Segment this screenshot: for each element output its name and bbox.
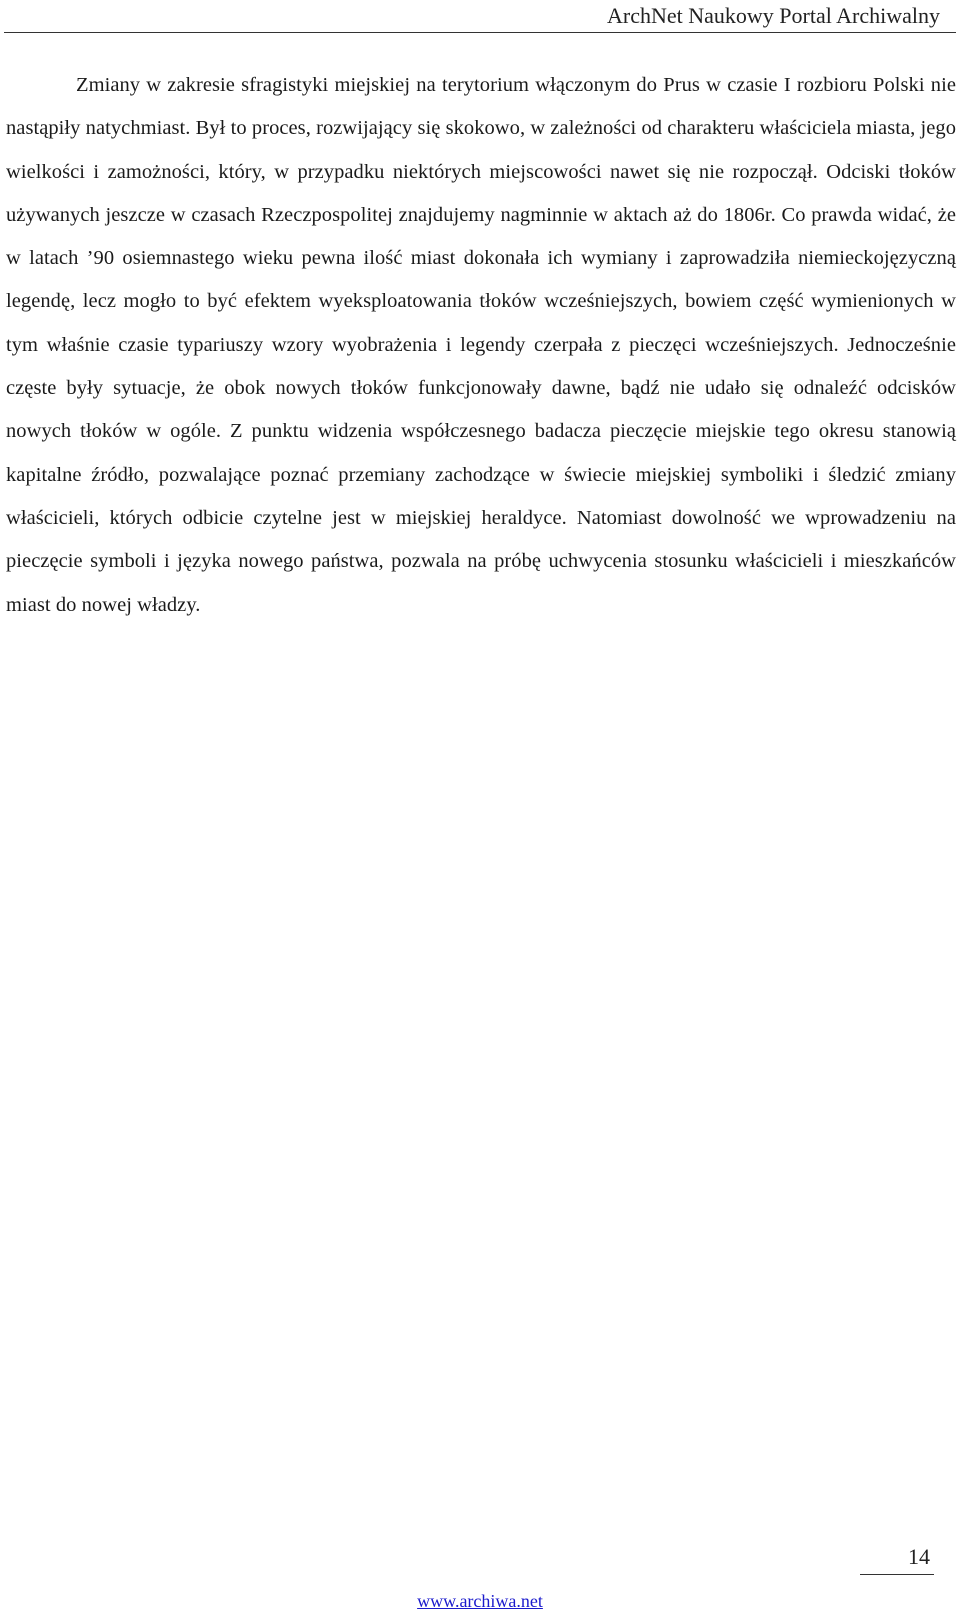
page-header bbox=[0, 0, 960, 40]
footer-divider bbox=[860, 1574, 934, 1575]
document-body bbox=[6, 64, 956, 627]
footer-link[interactable]: www.archiwa.net bbox=[417, 1591, 543, 1611]
header-divider bbox=[4, 32, 956, 33]
page-number: 14 bbox=[908, 1544, 930, 1569]
page-number-area bbox=[0, 1544, 960, 1584]
body-paragraph: Zmiany w zakresie sfragistyki miejskiej na terytorium włączonym do Prus w czasie I rozbioru Polski nie nastąpiły natychmiast. Był to proces, rozwijający się skokowo, w zależności od charakteru właściciela miasta, jego wielkości i zamożności, który, w przypadku niektórych miejscowości nawet się nie rozpoczął. Odciski tłoków używanych jeszcze w czasach Rzeczpospolitej znajdujemy nagminnie w aktach aż do 1806r. Co prawda widać, że w latach ’90 osiemnastego wieku pewna ilość miast dokonała ich wymiany i zaprowadziła niemieckojęzyczną legendę, lecz mogło to być efektem wyeksploatowania tłoków wcześniejszych, bowiem część wymienionych w tym właśnie czasie typariuszy wzory wyobrażenia i legendy czerpała z pieczęci wcześniejszych. Jednocześnie częste były sytuacje, że obok nowych tłoków funkcjonowały dawne, bądź nie udało się odnaleźć odcisków nowych tłoków w ogóle. Z punktu widzenia współczesnego badacza pieczęcie miejskie tego okresu stanowią kapitalne źródło, pozwalające poznać przemiany zachodzące w świecie miejskiej symboliki i śledzić zmiany właścicieli, których odbicie czytelne jest w miejskiej heraldyce. Natomiast dowolność we wprowadzeniu na pieczęcie symboli i języka nowego państwa, pozwala na próbę uchwycenia stosunku właścicieli i mieszkańców miast do nowej władzy. bbox=[6, 74, 956, 616]
header-title: ArchNet Naukowy Portal Archiwalny bbox=[607, 3, 940, 28]
